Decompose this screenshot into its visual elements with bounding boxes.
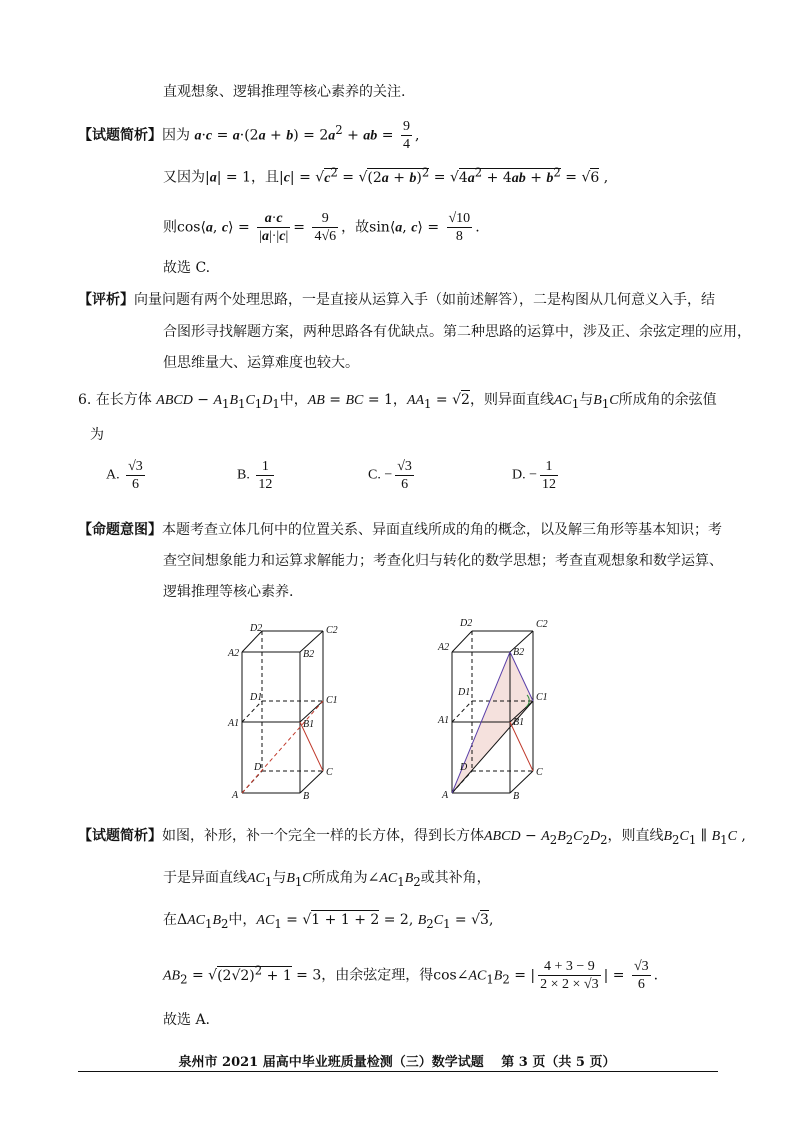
q6-stem-line2: 为 (90, 427, 104, 443)
cuboid-figures (220, 615, 580, 805)
svg-text:B: B (513, 791, 520, 802)
svg-text:B2: B2 (303, 649, 315, 660)
q5-analysis-tag: 【试题简析】 (78, 127, 162, 144)
svg-text:A: A (232, 790, 239, 801)
option-c[interactable]: C. − $\frac{√3}{6}$ (368, 459, 412, 492)
svg-text:D1: D1 (458, 687, 471, 698)
svg-text:B1: B1 (513, 717, 525, 728)
svg-text:D2: D2 (250, 623, 263, 634)
svg-text:C: C (536, 767, 543, 778)
option-a[interactable]: A. $\frac{√3}{6}$ (106, 459, 143, 492)
q5-analysis-line3: 则cos⟨a, c⟩ = $\frac{a\cdot c}{|a|\cdot|c|}$ = $\frac{9}{4√6}$ ，故sin⟨a, c⟩ = $\frac{√10}{8}$ . (163, 211, 480, 244)
svg-text:C2: C2 (536, 619, 548, 630)
fraction: $\frac{a\cdot c}{|a|\cdot|c|}$ (259, 211, 289, 244)
svg-text:C2: C2 (326, 625, 338, 636)
q5-analysis-line1: 【试题简析】因为 $a\cdot c = a\cdot(2a + b) = 2a^2$ + ab = $\frac{9}{4}$ , (78, 119, 420, 152)
svg-text:D: D (254, 762, 262, 773)
fraction: $\frac{√10}{8}$ (448, 211, 471, 244)
svg-text:B1: B1 (303, 719, 315, 730)
fraction: $\frac{√3}{6}$ (633, 959, 649, 992)
q5-analysis-line2: 又因为|a| = 1，且$|c| = √c^2 = √(2a + b)^2 = √4a^2 + 4ab + b^2 = √6$ , (163, 165, 609, 186)
svg-text:B: B (303, 791, 310, 802)
fraction: $\frac{9}{4}$ (402, 119, 410, 152)
svg-text:C1: C1 (326, 695, 338, 706)
fraction: $\frac{9}{4√6}$ (314, 211, 337, 244)
q6-analysis-line3: 在$\Delta AC_1B_2$中，$AC_1 = √1 + 1 + 2 = 2$, $B_2C_1 = √3$, (163, 912, 494, 931)
svg-text:A: A (442, 790, 449, 801)
q6-number: 6. (78, 392, 92, 408)
q5-comment-line3: 但思维量大、运算难度也较大。 (163, 355, 359, 371)
q5-comment-tag: 【评析】 (78, 292, 134, 308)
q5-conclusion: 故选 C. (163, 260, 211, 276)
q6-analysis-tag: 【试题简析】 (78, 828, 162, 844)
svg-text:C1: C1 (536, 692, 548, 703)
svg-text:C: C (326, 767, 333, 778)
q6-intent-line1: 【命题意图】本题考查立体几何中的位置关系、异面直线所成的角的概念，以及解三角形等基本知识；考 (78, 522, 722, 538)
svg-text:D: D (460, 762, 468, 773)
fraction: $\frac{√3}{6}$ (397, 459, 412, 492)
option-b[interactable]: B. $\frac{1}{12}$ (237, 459, 273, 492)
q6-conclusion: 故选 A. (163, 1012, 211, 1028)
footer-divider (78, 1071, 718, 1072)
svg-text:A2: A2 (228, 648, 240, 659)
svg-text:D2: D2 (460, 618, 473, 629)
fraction: $\frac{√3}{6}$ (128, 459, 143, 492)
q6-analysis-line2: 于是异面直线$AC_1$与$B_1C$所成角为$\angle AC_1B_2$或其补角， (163, 870, 491, 889)
q6-stem-line1: 6. 在长方体 ABCD − $A_1B_1C_1D_1$中，AB = BC = 1，$AA_1 = √2$，则异面直线$AC_1$与$B_1C$所成角的余弦值 (78, 392, 717, 411)
right-cuboid-figure (437, 618, 548, 802)
q6-analysis-line1: 【试题简析】如图，补形，补一个完全一样的长方体，得到长方体ABCD − $A_2B_2C_2D_2$，则直线$B_2C_1$ ∥ $B_1C$ , (78, 828, 746, 847)
q6-intent-tag: 【命题意图】 (78, 522, 162, 538)
q6-intent-line3: 逻辑推理等核心素养. (163, 584, 294, 600)
intro-continuation: 直观想象、逻辑推理等核心素养的关注. (163, 84, 406, 100)
svg-text:D1: D1 (250, 692, 263, 703)
fraction: $\frac{1}{12}$ (542, 459, 557, 492)
q5-comment-line2: 合图形寻找解题方案，两种思路各有优缺点。第二种思路的运算中，涉及正、余弦定理的应用， (163, 324, 751, 340)
fraction: $\frac{1}{12}$ (258, 459, 273, 492)
q5-comment-line1: 【评析】向量问题有两个处理思路，一是直接从运算入手（如前述解答），二是构图从几何意义入手，结 (78, 292, 715, 308)
q6-intent-line2: 查空间想象能力和运算求解能力；考查化归与转化的数学思想；考查直观想象和数学运算、 (163, 553, 723, 569)
option-d[interactable]: D. − $\frac{1}{12}$ (512, 459, 557, 492)
svg-text:B2: B2 (513, 647, 525, 658)
svg-text:A1: A1 (228, 718, 240, 729)
page-footer: 泉州市 2021 届高中毕业班质量检测（三）数学试题 第 3 页（共 5 页） (178, 1055, 616, 1070)
q6-analysis-line4: $AB_2 = √(2√2)^2 + 1 = 3$，由余弦定理，得$\cos\angle AC_1B_2$ = | $\frac{4 + 3 - 9}{2 \times 2 \times √3}$ | = $\frac{√3}{6}$ . (163, 959, 659, 992)
fraction: $\frac{4 + 3 - 9}{2 \times 2 \times √3}$ (540, 959, 599, 992)
svg-text:A1: A1 (438, 715, 450, 726)
svg-text:A2: A2 (438, 642, 450, 653)
